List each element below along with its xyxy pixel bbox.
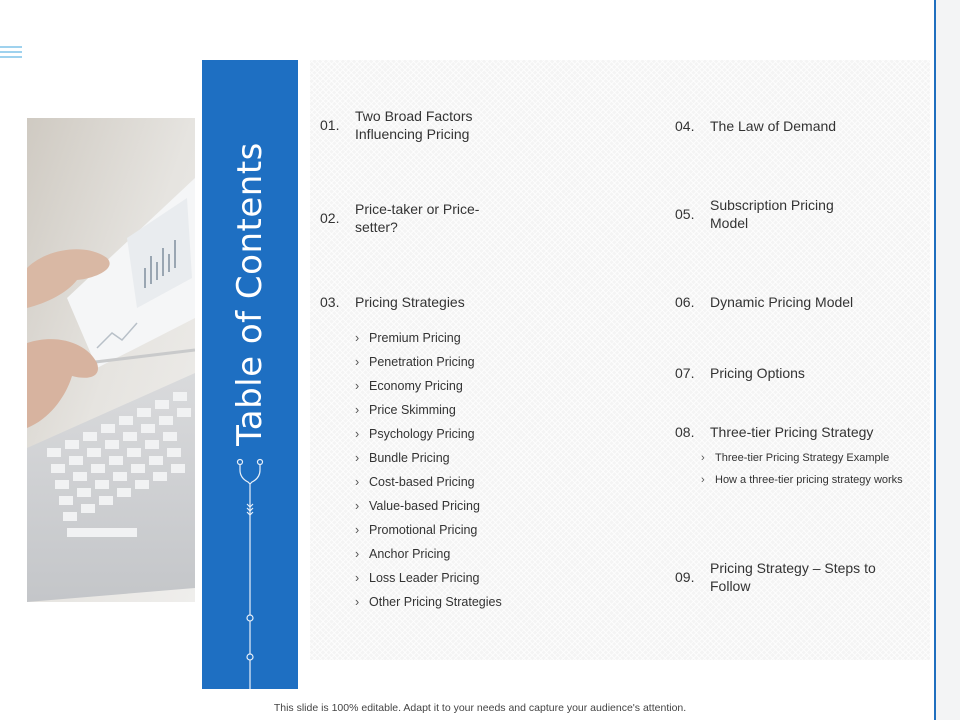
- toc-item-02[interactable]: [320, 199, 520, 237]
- toc-label: Pricing Strategy – Steps to Follow: [710, 560, 876, 594]
- chevron-right-icon: ›: [355, 403, 360, 417]
- toc-item-09[interactable]: [675, 558, 905, 596]
- chevron-right-icon: ›: [355, 451, 360, 465]
- toc-number: 09.: [675, 569, 695, 585]
- toc-label: Subscription Pricing Model: [710, 197, 834, 231]
- laptop-photo: [27, 118, 195, 602]
- chevron-right-icon: ›: [355, 547, 360, 561]
- toc-subitem[interactable]: › Promotional Pricing: [355, 523, 478, 537]
- circuit-decoration: [202, 450, 298, 689]
- chevron-right-icon: ›: [355, 499, 360, 513]
- toc-subitem[interactable]: › Economy Pricing: [355, 379, 463, 393]
- chevron-right-icon: ›: [355, 523, 360, 537]
- chevron-right-icon: ›: [355, 379, 360, 393]
- toc-subitem[interactable]: › Premium Pricing: [355, 331, 461, 345]
- chevron-right-icon: ›: [355, 595, 360, 609]
- chevron-right-icon: ›: [355, 427, 360, 441]
- page-title: Table of Contents: [230, 142, 270, 446]
- toc-item-05[interactable]: [675, 195, 905, 233]
- toc-label: Three-tier Pricing Strategy: [710, 424, 874, 440]
- title-column: [202, 60, 298, 689]
- chevron-right-icon: ›: [355, 355, 360, 369]
- chevron-right-icon: ›: [355, 571, 360, 585]
- toc-number: 06.: [675, 294, 695, 310]
- toc-number: 03.: [320, 294, 340, 310]
- toc-subitem[interactable]: › Three-tier Pricing Strategy Example: [701, 452, 890, 464]
- toc-label: Pricing Strategies: [355, 294, 465, 310]
- chevron-right-icon: ›: [355, 331, 360, 345]
- toc-item-06[interactable]: [675, 292, 905, 312]
- menu-lines-icon: [0, 46, 22, 58]
- toc-number: 07.: [675, 365, 695, 381]
- toc-label: Price-taker or Price-setter?: [355, 201, 480, 235]
- chevron-right-icon: ›: [701, 452, 705, 464]
- toc-item-07[interactable]: [675, 363, 905, 383]
- toc-subitem[interactable]: › Anchor Pricing: [355, 547, 451, 561]
- toc-subitem[interactable]: › Other Pricing Strategies: [355, 595, 502, 609]
- toc-number: 04.: [675, 118, 695, 134]
- toc-item-08[interactable]: [675, 422, 915, 442]
- toc-subitem[interactable]: › Bundle Pricing: [355, 451, 450, 465]
- chevron-right-icon: ›: [701, 474, 705, 486]
- toc-subitem[interactable]: › Psychology Pricing: [355, 427, 475, 441]
- toc-subitem[interactable]: › Loss Leader Pricing: [355, 571, 480, 585]
- toc-item-01[interactable]: [320, 106, 520, 144]
- toc-label: The Law of Demand: [710, 118, 837, 134]
- toc-number: 05.: [675, 206, 695, 222]
- toc-subitem[interactable]: › How a three-tier pricing strategy works: [701, 474, 903, 486]
- toc-subitem[interactable]: › Price Skimming: [355, 403, 456, 417]
- toc-subitem[interactable]: › Penetration Pricing: [355, 355, 475, 369]
- toc-item-04[interactable]: [675, 116, 905, 136]
- toc-subitem[interactable]: › Cost-based Pricing: [355, 475, 475, 489]
- footer-note: This slide is 100% editable. Adapt it to your needs and capture your audience's attention.: [273, 702, 687, 714]
- toc-label: Dynamic Pricing Model: [710, 294, 854, 310]
- chevron-right-icon: ›: [355, 475, 360, 489]
- toc-item-03[interactable]: [320, 292, 520, 312]
- toc-subitem[interactable]: › Value-based Pricing: [355, 499, 480, 513]
- toc-number: 01.: [320, 117, 340, 133]
- toc-label: Pricing Options: [710, 365, 805, 381]
- toc-number: 08.: [675, 424, 695, 440]
- toc-label: Two Broad Factors Influencing Pricing: [355, 108, 473, 142]
- right-edge-strip: [934, 0, 960, 720]
- toc-number: 02.: [320, 210, 340, 226]
